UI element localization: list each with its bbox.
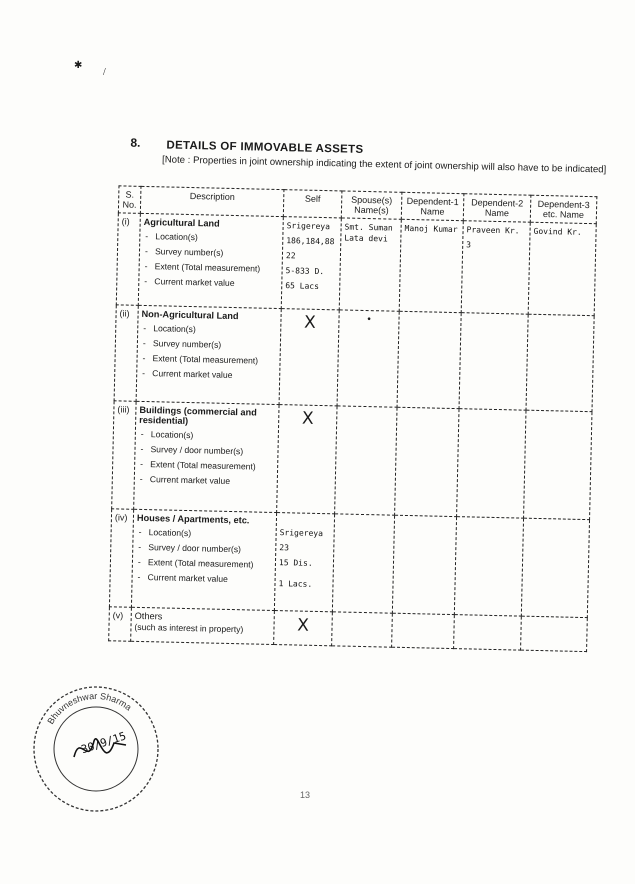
empty-cell [392,515,456,614]
page-number: 13 [300,790,311,800]
handwritten-value: 22 [285,251,296,261]
item-list [138,429,275,488]
section-number: 8. [130,135,141,150]
empty-cell [459,313,528,410]
empty-cell [457,409,526,518]
official-stamp [30,683,162,815]
empty-cell [454,517,523,616]
item-list [140,323,277,382]
list-item: - Extent (Total measurement) [150,459,274,473]
list-item: - Survey number(s) [155,246,279,260]
row-sno: (iv) [109,509,133,607]
empty-cell [454,615,522,651]
empty-cell [524,410,592,519]
list-item: - Location(s) [153,323,277,337]
category-label: Houses / Apartments, etc. [136,512,250,526]
row-description [131,607,275,644]
item-list [135,527,272,586]
category-label: Agricultural Land [143,216,220,229]
row-description [134,401,279,512]
table-row [109,509,589,618]
spouse-cell: Smt. Suman Lata devi [339,218,401,311]
self-cell [281,217,341,310]
list-item: - Location(s) [155,231,279,245]
list-item: - Current market value [154,276,278,290]
list-item: - Location(s) [149,527,273,541]
table-row [116,213,596,316]
row-description [131,509,276,610]
handwritten-value: 23 [279,543,290,553]
stamp-text: Bhuvneshwar Sharma [45,690,134,726]
row-description [138,213,283,308]
header-self: Self [283,190,342,218]
category-sub-label: (such as interest in property) [134,621,244,635]
empty-cell [332,612,393,647]
list-item: - Survey / door number(s) [148,542,272,556]
empty-cell [521,518,589,617]
empty-cell [392,613,455,648]
header-spouse: Spouse(s) Name(s) [341,191,402,219]
list-item: - Current market value [147,572,271,586]
handwritten-value: 1 Lacs. [278,579,313,589]
header-dependent-1: Dependent-1 Name [401,192,464,220]
nil-mark: X [279,309,339,406]
list-item: - Current market value [150,474,274,488]
list-item: - Location(s) [151,429,275,443]
scan-speck: ✱ [74,60,83,71]
row-description [136,305,281,404]
handwritten-value: 3 [466,240,472,250]
handwritten-value: 65 Lacs [285,281,320,291]
empty-cell [521,616,588,651]
empty-cell [332,514,394,613]
handwritten-value: 15 Dis. [278,558,313,568]
item-list [142,231,279,290]
header-dependent-3: Dependent-3 etc. Name [530,195,597,223]
row-sno: (iii) [112,401,136,509]
header-description: Description [140,186,284,216]
handwritten-value: Praveen Kr. [466,225,520,236]
handwritten-value: Srigereya [286,221,331,232]
nil-mark: X [277,405,337,514]
list-item: - Current market value [152,368,276,382]
header-dependent-2: Dependent-2 Name [463,194,531,223]
list-item: - Extent (Total measurement) [152,353,276,367]
nil-mark: X [274,611,333,646]
header-sno: S. No. [118,186,141,213]
immovable-assets-table [108,185,597,652]
empty-cell [526,314,594,411]
scan-speck: / [103,67,106,78]
handwritten-value: Srigereya [279,528,324,539]
spouse-mark: • [337,310,399,407]
empty-cell [397,311,461,408]
row-sno: (v) [109,607,132,641]
empty-cell [395,407,459,516]
category-label: Buildings (commercial and residential) [139,404,257,427]
section-title: DETAILS OF IMMOVABLE ASSETS [166,139,364,156]
list-item: - Survey number(s) [153,338,277,352]
dependent-3-cell: Govind Kr. [528,222,596,315]
dependent-1-cell: Manoj Kumar [399,219,463,312]
list-item: - Extent (Total measurement) [155,261,279,275]
row-sno: (i) [116,213,140,305]
handwritten-value: 186,184,88 [286,236,335,247]
section-note: [Note : Properties in joint ownership indicating the extent of joint ownership will also have to be indicated] [161,154,607,176]
row-sno: (ii) [114,305,138,401]
category-label: Non-Agricultural Land [141,308,239,322]
handwritten-value: 5-833 D. [285,266,325,277]
empty-cell [335,406,397,515]
list-item: - Survey / door number(s) [150,444,274,458]
list-item: - Extent (Total measurement) [148,557,272,571]
category-label: Others [134,610,163,622]
table-row [112,401,592,520]
signature-date: 30/9/15 [79,729,128,757]
table-row [114,305,594,412]
dependent-2-cell [461,221,530,314]
self-cell [274,513,334,612]
